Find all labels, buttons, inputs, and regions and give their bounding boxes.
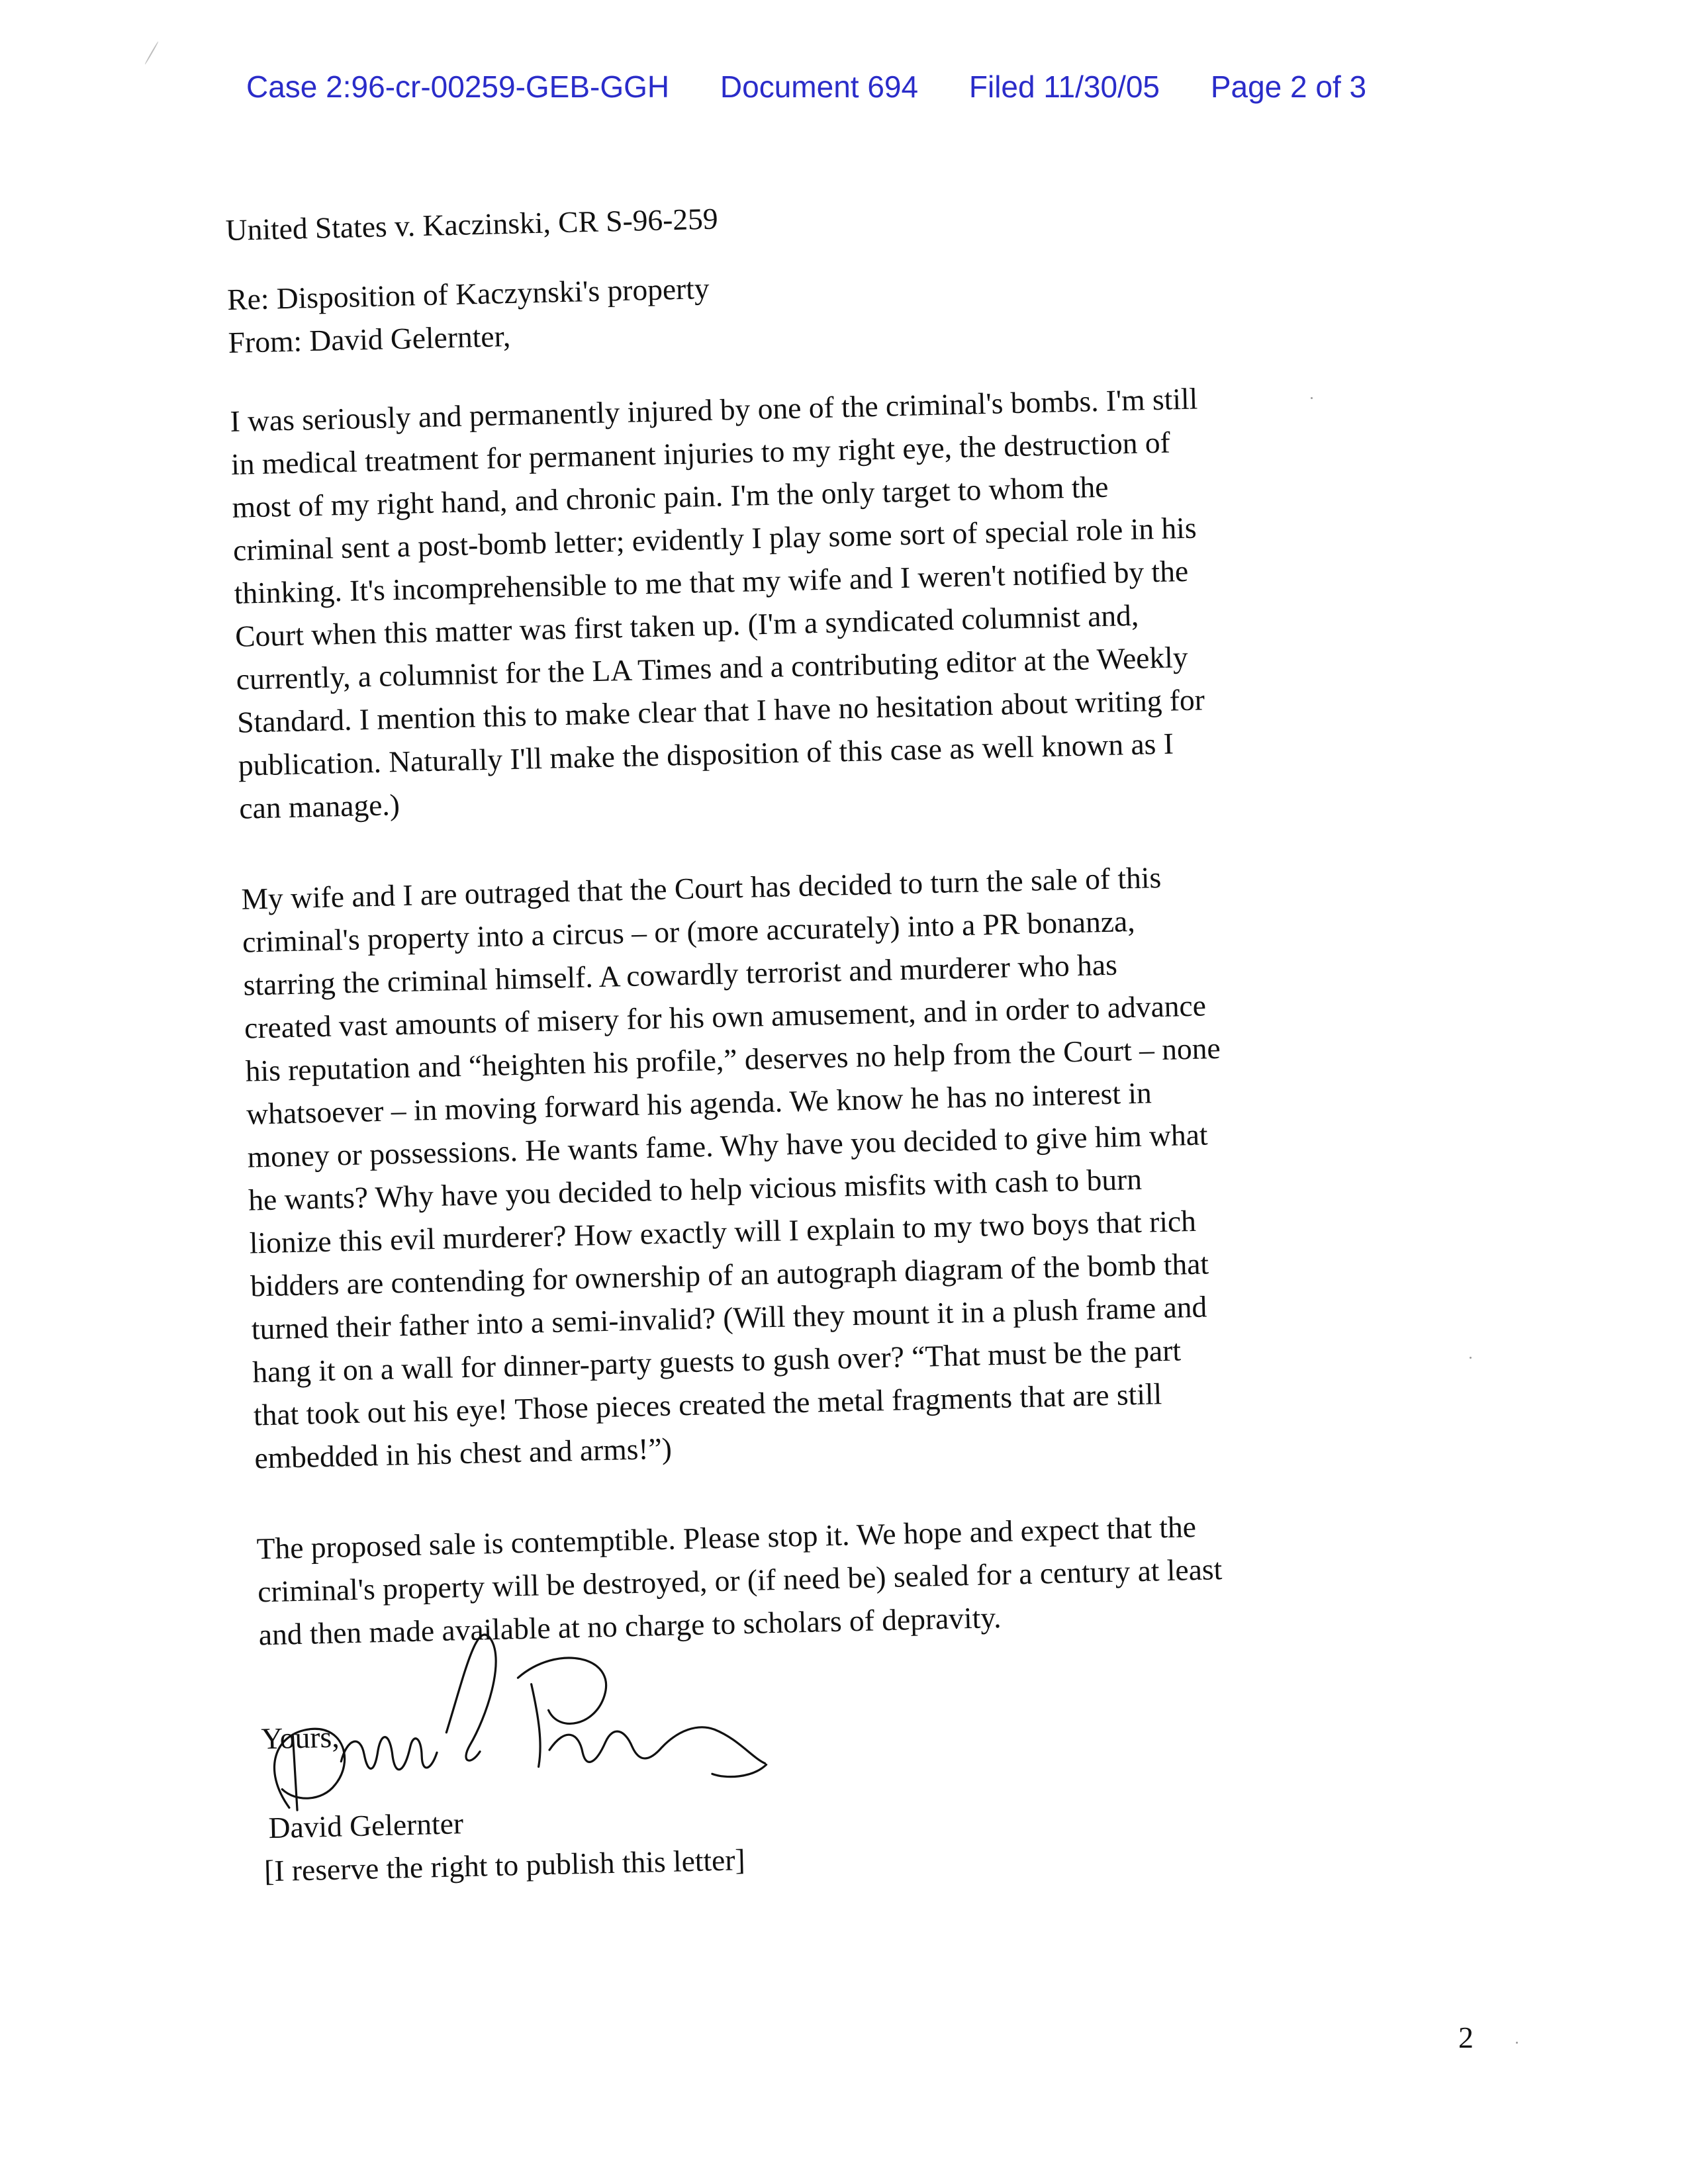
text-line: he wants? Why have you decided to help vicious misfits with cash to burn: [248, 1161, 1143, 1217]
paragraph: [230, 371, 1484, 830]
text-line: The proposed sale is contemptible. Please stop it. We hope and expect that the: [256, 1510, 1197, 1566]
text-line: created vast amounts of misery for his own amusement, and in order to advance: [244, 988, 1207, 1045]
ecf-filing-header: [246, 69, 1366, 105]
publication-note: [I reserve the right to publish this letter]: [263, 1843, 746, 1888]
text-line: embedded in his chest and arms!”): [254, 1431, 673, 1475]
text-line: can manage.): [238, 788, 400, 825]
text-line: whatsoever – in moving forward his agenda. We know he has no interest in: [246, 1075, 1152, 1131]
scan-speck: [144, 41, 159, 65]
scan-speck: [1470, 1357, 1472, 1359]
case-caption: United States v. Kaczinski, CR S-96-259: [225, 201, 719, 247]
filed-date: Filed 11/30/05: [968, 69, 1160, 104]
paragraph: [241, 848, 1499, 1479]
text-line: money or possessions. He wants fame. Why have you decided to give him what: [247, 1117, 1209, 1174]
case-number: Case 2:96-cr-00259-GEB-GGH: [246, 69, 670, 104]
text-line: hang it on a wall for dinner-party guests to gush over? “That must be the part: [252, 1333, 1182, 1389]
scan-speck: [1516, 2042, 1518, 2044]
subject-line: Re: Disposition of Kaczynski's property: [226, 271, 710, 316]
text-line: criminal's property into a circus – or (more accurately) into a PR bonanza,: [242, 903, 1136, 959]
paragraph: [256, 1498, 1503, 1656]
document-number: Document 694: [720, 69, 919, 104]
text-line: starring the criminal himself. A cowardly terrorist and murderer who has: [243, 947, 1118, 1002]
text-line: bidders are contending for ownership of an autograph diagram of the bomb that: [250, 1246, 1209, 1303]
text-line: most of my right hand, and chronic pain. I'm the only target to whom the: [232, 469, 1109, 524]
text-line: currently, a columnist for the LA Times and a contributing editor at the Weekly: [236, 639, 1189, 696]
text-line: and then made available at no charge to scholars of depravity.: [258, 1600, 1002, 1652]
text-line: lionize this evil murderer? How exactly will I explain to my two boys that rich: [249, 1203, 1197, 1260]
text-line: his reputation and “heighten his profile,” deserves no help from the Court – none: [245, 1030, 1221, 1088]
text-line: in medical treatment for permanent injuries to my right eye, the destruction of: [230, 425, 1171, 481]
text-line: Court when this matter was first taken up. (I'm a syndicated columnist and,: [234, 598, 1139, 653]
scan-speck: [1311, 397, 1313, 399]
text-line: I was seriously and permanently injured by one of the criminal's bombs. I'm still: [229, 381, 1198, 438]
text-line: turned their father into a semi-invalid? (Will they mount it in a plush frame and: [251, 1289, 1207, 1346]
text-line: Standard. I mention this to make clear that I have no hesitation about writing for: [236, 682, 1205, 739]
text-line: criminal's property will be destroyed, or (if need be) sealed for a century at least: [257, 1552, 1223, 1609]
text-line: My wife and I are outraged that the Court has decided to turn the sale of this: [240, 860, 1162, 916]
text-line: publication. Naturally I'll make the disposition of this case as well known as I: [238, 726, 1174, 782]
page-count: Page 2 of 3: [1210, 69, 1367, 104]
closing-salutation: Yours,: [260, 1719, 340, 1756]
text-line: criminal sent a post-bomb letter; evidently I play some sort of special role in his: [232, 510, 1197, 567]
from-line: From: David Gelernter,: [228, 318, 511, 359]
page-number: 2: [1458, 2021, 1474, 2054]
signer-name: David Gelernter: [268, 1806, 464, 1845]
text-line: that took out his eye! Those pieces created the metal fragments that are still: [253, 1377, 1162, 1432]
letter-body: [225, 179, 1509, 1893]
signature-block: [261, 1688, 1509, 1892]
text-line: thinking. It's incomprehensible to me that my wife and I weren't notified by the: [234, 553, 1189, 610]
